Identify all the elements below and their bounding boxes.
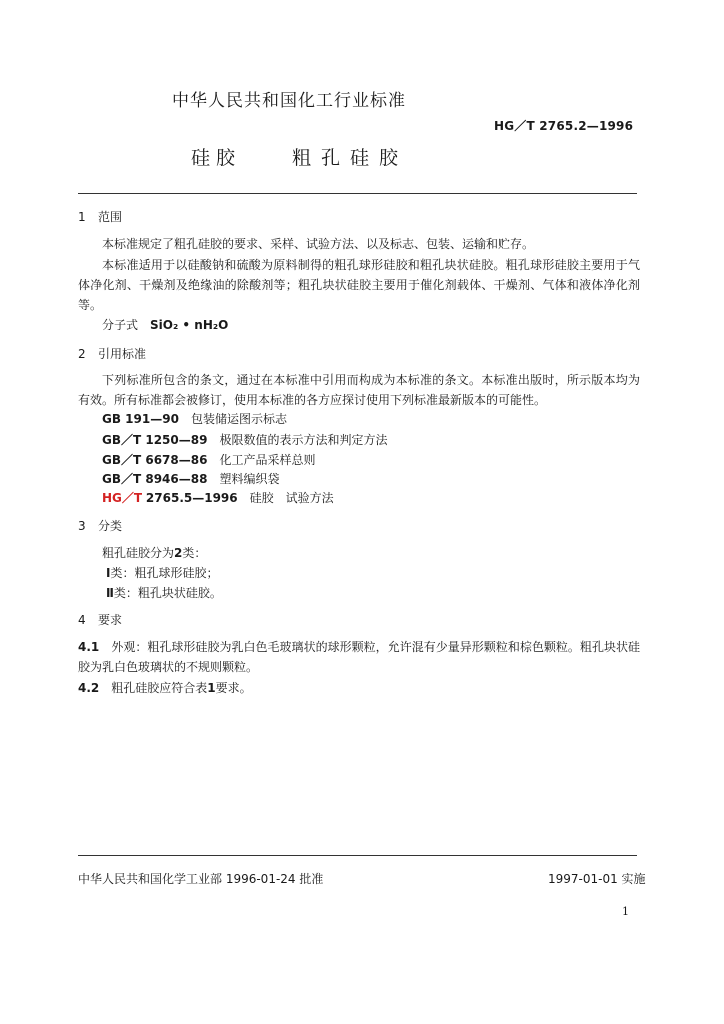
clause-text-suffix: 要求。 (215, 681, 252, 695)
section-title: 引用标准 (98, 347, 147, 361)
header-divider (78, 193, 637, 194)
type-text: 类：粗孔块状硅胶。 (113, 586, 222, 600)
document-title-main: 硅胶 (191, 147, 242, 169)
effective-date: 1997-01-01 实施 (548, 872, 646, 886)
clause-text: 外观：粗孔球形硅胶为乳白色毛玻璃状的球形颗粒，允许混有少量异形颗粒和棕色颗粒。粗孔块状硅胶为乳白色玻璃状的不规则颗粒。 (78, 640, 640, 674)
requirement-4-2 (78, 679, 252, 696)
classification-intro (102, 544, 206, 561)
requirement-4-1 (78, 637, 640, 677)
reference-code: GB／T 6678—86 (102, 453, 208, 467)
reference-item (102, 451, 316, 468)
clause-number: 4.1 (78, 640, 100, 654)
formula-value: SiO₂ • nH₂O (150, 318, 229, 332)
reference-item (102, 431, 388, 448)
type-text: 类：粗孔球形硅胶； (110, 566, 219, 580)
clause-text: 粗孔硅胶应符合表 (111, 681, 208, 695)
section-number: 3 (78, 519, 86, 533)
section-number: 1 (78, 210, 86, 224)
section-number: 4 (78, 613, 86, 627)
approval-statement: 中华人民共和国化学工业部 1996-01-24 批准 (78, 872, 324, 886)
section-number: 2 (78, 347, 86, 361)
section-1-paragraph-2: 本标准适用于以硅酸钠和硫酸为原料制得的粗孔球形硅胶和粗孔块状硅胶。粗孔球形硅胶主要用于气体净化剂、干燥剂及绝缘油的除酸剂等；粗孔块状硅胶主要用于催化剂载体、干燥剂、气体和液体净化剂等。 (78, 258, 640, 312)
reference-code-prefix: HG／T (102, 491, 143, 505)
table-reference: 1 (207, 681, 216, 695)
reference-name: 包装储运图示标志 (190, 412, 287, 426)
page-number: 1 (622, 905, 629, 918)
reference-code: 2765.5—1996 (145, 491, 238, 505)
reference-name: 塑料编织袋 (219, 472, 280, 486)
classification-count: 2 (174, 546, 183, 560)
type-mark: Ⅱ (106, 586, 114, 600)
document-title-sub: 粗孔硅胶 (292, 147, 409, 169)
section-1-heading (78, 208, 122, 225)
classification-intro-suffix: 类： (182, 546, 207, 560)
formula-label: 分子式 (102, 318, 139, 332)
section-3-heading (78, 517, 122, 534)
reference-item (102, 410, 287, 427)
section-title: 要求 (98, 613, 123, 627)
section-4-heading (78, 611, 122, 628)
reference-name: 化工产品采样总则 (219, 453, 316, 467)
classification-type-2 (106, 584, 222, 601)
reference-code: GB／T 8946—88 (102, 472, 208, 486)
reference-name: 极限数值的表示方法和判定方法 (219, 433, 388, 447)
reference-code: GB 191—90 (102, 412, 179, 426)
reference-item (102, 470, 280, 487)
standard-code: HG／T 2765.2—1996 (494, 119, 634, 133)
reference-item (102, 489, 334, 506)
section-title: 分类 (98, 519, 123, 533)
footer-divider (78, 855, 637, 856)
section-2-paragraph-1: 下列标准所包含的条文，通过在本标准中引用而构成为本标准的条文。本标准出版时，所示版本均为有效。所有标准都会被修订，使用本标准的各方应探讨使用下列标准最新版本的可能性。 (78, 373, 640, 407)
classification-intro-text: 粗孔硅胶分为 (102, 546, 175, 560)
molecular-formula (102, 316, 228, 333)
section-1-paragraph-1: 本标准规定了粗孔硅胶的要求、采样、试验方法、以及标志、包装、运输和贮存。 (102, 237, 535, 251)
reference-code: GB／T 1250—89 (102, 433, 208, 447)
section-2-heading (78, 345, 146, 362)
section-title: 范围 (98, 210, 123, 224)
type-mark: Ⅰ (106, 566, 111, 580)
classification-type-1 (106, 564, 218, 581)
clause-number: 4.2 (78, 681, 100, 695)
reference-name: 硅胶 试验方法 (249, 491, 334, 505)
standard-organization: 中华人民共和国化工行业标准 (172, 91, 406, 111)
